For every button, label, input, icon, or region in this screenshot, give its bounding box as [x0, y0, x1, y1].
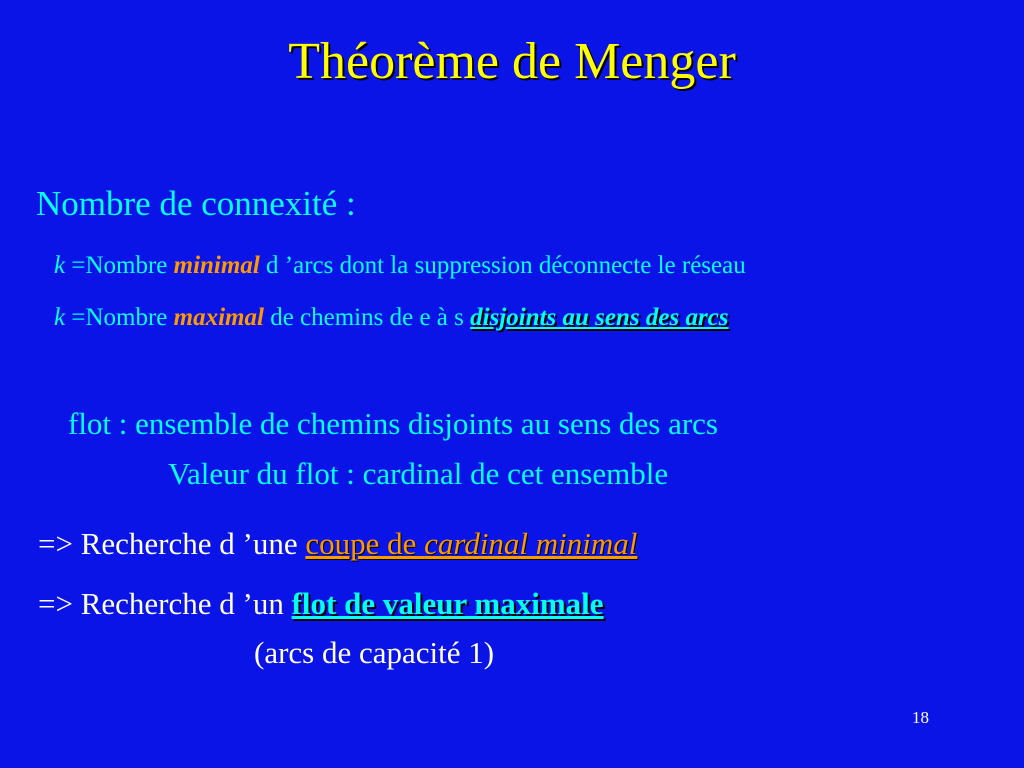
definition-middle: de chemins de e à s [263, 304, 471, 331]
variable-k: k [54, 304, 66, 331]
section-heading: Nombre de connexité : [36, 184, 356, 223]
emphasis-maximal: maximal [173, 304, 264, 331]
definition-maximal [54, 304, 729, 332]
page-number: 18 [912, 708, 929, 727]
recherche-prefix: => Recherche d ’un [38, 586, 292, 621]
definition-rest: d ’arcs dont la suppression déconnecte le réseau [259, 252, 746, 279]
highlight-disjoints: disjoints au sens des arcs [470, 304, 729, 331]
cardinal-minimal: cardinal minimal [424, 526, 638, 561]
flot-definition: flot : ensemble de chemins disjoints au sens des arcs [68, 406, 719, 441]
arcs-note: (arcs de capacité 1) [254, 635, 495, 670]
slide-title: Théorème de Menger [288, 33, 736, 90]
equals-nombre: =Nombre [65, 304, 174, 331]
valeur-definition: Valeur du flot : cardinal de cet ensemble [168, 456, 669, 491]
definition-minimal [54, 252, 746, 280]
variable-k: k [54, 252, 66, 279]
recherche-coupe [38, 526, 637, 562]
recherche-prefix: => Recherche d ’une [38, 526, 306, 561]
equals-nombre: =Nombre [65, 252, 174, 279]
coupe-text [305, 526, 637, 561]
emphasis-minimal: minimal [173, 252, 260, 279]
coupe-de: coupe de [305, 526, 425, 561]
recherche-flot [38, 586, 604, 622]
highlight-flot-max: flot de valeur maximale [291, 586, 604, 621]
